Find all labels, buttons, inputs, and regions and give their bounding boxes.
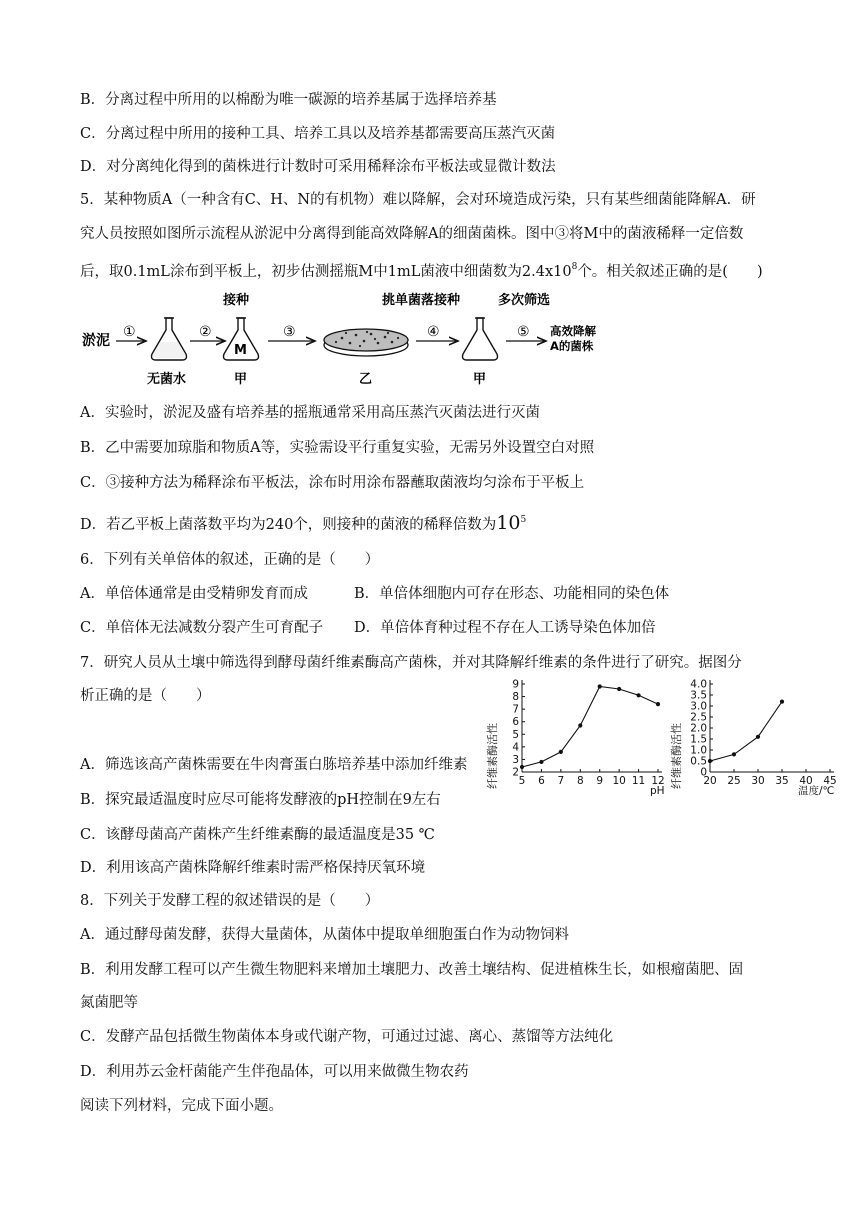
q5-stem-line3 xyxy=(80,257,763,282)
q8-option-a: A．通过酵母菌发酵，获得大量菌体，从菌体中提取单细胞蛋白作为动物饲料 xyxy=(80,927,569,943)
step-5-label: ⑤ xyxy=(517,324,530,340)
pick-colony-label: 挑单菌落接种 xyxy=(382,293,461,308)
q7-stem-line1: 7．研究人员从土壤中筛选得到酵母菌纤维素酶高产菌株，并对其降解纤维素的条件进行了研究。据图分 xyxy=(80,655,742,671)
temp-chart-y-tick-label: 2.0 xyxy=(690,722,707,735)
inoculate-label: 接种 xyxy=(223,293,250,308)
flow-start-label: 淤泥 xyxy=(82,333,110,349)
temp-chart-ylabel: 纤维素酶活性 xyxy=(670,723,683,789)
q7-option-a: A．筛选该高产菌株需要在牛肉膏蛋白胨培养基中添加纤维素 xyxy=(80,757,468,773)
result-line2: A的菌株 xyxy=(550,339,594,353)
ph-chart-y-tick-label: 9 xyxy=(512,678,519,691)
temp-chart-y-tick-label: 2.5 xyxy=(690,711,707,724)
temp-chart-y-tick-label: 0 xyxy=(700,766,707,779)
flask2-inner-label: M xyxy=(234,343,247,358)
q7-option-b: B．探究最适温度时应尽可能将发酵液的pH控制在9左右 xyxy=(80,792,441,808)
q6-option-a: A．单倍体通常是由受精卵发育而成 xyxy=(80,586,308,602)
ph-chart-x-tick-label: 12 xyxy=(651,775,665,787)
ph-chart-y-tick-label: 8 xyxy=(512,691,519,704)
screen-label: 多次筛选 xyxy=(498,293,551,308)
temp-chart-x-tick-label: 20 xyxy=(703,775,717,787)
temp-chart-data-point xyxy=(708,759,712,763)
ph-chart-data-point xyxy=(636,693,640,697)
ph-chart-x-tick-label: 7 xyxy=(557,775,565,787)
ph-chart-y-tick-label: 4 xyxy=(512,741,519,754)
ph-chart-y-tick-label: 2 xyxy=(512,766,519,779)
temp-chart-y-tick-label: 0.5 xyxy=(690,755,707,768)
temp-chart-xlabel: 温度/℃ xyxy=(798,785,835,797)
ph-chart-data-point xyxy=(656,702,660,706)
ph-chart-y-tick-label: 5 xyxy=(512,728,519,741)
q6-option-c: C．单倍体无法减数分裂产生可育配子 xyxy=(80,620,324,636)
ph-chart-x-tick-label: 11 xyxy=(631,775,646,787)
temp-chart-y-tick-label: 3.0 xyxy=(690,700,707,713)
q7-stem-line2: 析正确的是（ ） xyxy=(80,688,211,704)
temp-chart-y-tick-label: 3.5 xyxy=(690,689,707,702)
flask-sterile-water xyxy=(152,318,187,360)
flask1-label: 无菌水 xyxy=(147,372,187,387)
step-3-label: ③ xyxy=(283,324,296,340)
flask3-label: 甲 xyxy=(473,372,487,387)
q5-stem-line1: 5．某种物质A（一种含有C、H、N的有机物）难以降解，会对环境造成污染，只有某些细菌能降解A．研 xyxy=(80,192,756,208)
q5-option-d-text: D．若乙平板上菌落数平均为240个，则接种的菌液的稀释倍数为 xyxy=(80,517,497,533)
step-2-label: ② xyxy=(199,324,212,340)
temp-chart-x-tick-label: 40 xyxy=(799,775,813,787)
q5-stem-line2: 究人员按照如图所示流程从淤泥中分离得到能高效降解A的细菌菌株。图中③将M中的菌液稀释一定倍数 xyxy=(80,226,744,242)
ph-chart-ylabel: 纤维素酶活性 xyxy=(486,723,499,789)
ph-chart-x-tick-label: 10 xyxy=(612,775,626,787)
q5-flow-diagram xyxy=(80,288,600,388)
temp-chart-data-point xyxy=(780,700,784,704)
q5-stem-end: 个。相关叙述正确的是( ) xyxy=(577,264,763,280)
ph-chart-data-point xyxy=(598,684,602,688)
q6-option-d: D．单倍体育种过程不存在人工诱导染色体加倍 xyxy=(354,620,656,636)
q5-exponent: 8 xyxy=(571,262,578,272)
q8-option-c: C．发酵产品包括微生物菌体本身或代谢产物，可通过过滤、离心、蒸馏等方法纯化 xyxy=(80,1029,614,1045)
ph-chart-x-tick-label: 6 xyxy=(538,775,545,787)
petri-plate xyxy=(324,329,408,356)
ph-chart-y-tick-label: 7 xyxy=(512,703,519,716)
step-4-label: ④ xyxy=(427,324,440,340)
q4-option-b: B．分离过程中所用的以棉酚为唯一碳源的培养基属于选择培养基 xyxy=(80,92,497,108)
temp-chart-data-point xyxy=(732,752,736,756)
flask2-label: 甲 xyxy=(234,372,248,387)
q8-stem: 8．下列关于发酵工程的叙述错误的是（ ） xyxy=(80,893,380,909)
q8-option-b-line1: B．利用发酵工程可以产生微生物肥料来增加土壤肥力、改善土壤结构、促进植株生长，如根瘤菌肥、固 xyxy=(80,962,744,978)
q5-option-d xyxy=(80,510,526,535)
q5-option-b: B．乙中需要加琼脂和物质A等，实验需设平行重复实验，无需另外设置空白对照 xyxy=(80,440,595,456)
ph-chart-data-point xyxy=(539,760,543,764)
temp-chart-y-tick-label: 4.0 xyxy=(690,678,707,691)
q5-option-c: C．③接种方法为稀释涂布平板法，涂布时用涂布器蘸取菌液均匀涂布于平板上 xyxy=(80,475,585,491)
temp-chart-series-line xyxy=(710,702,782,761)
step-1-label: ① xyxy=(123,324,136,340)
q7-option-d: D．利用该高产菌株降解纤维素时需严格保持厌氧环境 xyxy=(80,860,426,876)
temp-chart-x-tick-label: 30 xyxy=(751,775,765,787)
q4-option-d: D．对分离纯化得到的菌株进行计数时可采用稀释涂布平板法或显微计数法 xyxy=(80,159,556,175)
temp-chart-x-tick-label: 45 xyxy=(823,775,837,787)
ph-chart-data-point xyxy=(520,765,524,769)
ph-chart-xlabel: pH xyxy=(650,785,665,797)
q5-option-d-exp: 5 xyxy=(520,515,527,525)
q6-stem: 6．下列有关单倍体的叙述，正确的是（ ） xyxy=(80,552,380,568)
q5-option-a: A．实验时，淤泥及盛有培养基的摇瓶通常采用高压蒸汽灭菌法进行灭菌 xyxy=(80,405,540,421)
q8-option-b-line2: 氮菌肥等 xyxy=(80,995,138,1011)
q4-option-c: C．分离过程中所用的接种工具、培养工具以及培养基都需要高压蒸汽灭菌 xyxy=(80,126,556,142)
flask-final xyxy=(463,318,498,360)
temp-chart-y-tick-label: 1.5 xyxy=(690,733,707,746)
ph-chart-series-line xyxy=(522,687,658,768)
q7-option-c: C．该酵母菌高产菌株产生纤维素酶的最适温度是35 ℃ xyxy=(80,827,435,843)
q5-stem-text: 后，取0.1mL涂布到平板上，初步估测摇瓶M中1mL菌液中细菌数为2.4x10 xyxy=(80,264,572,280)
ph-chart-data-point xyxy=(578,723,582,727)
ph-chart-y-tick-label: 3 xyxy=(512,753,519,766)
q8-option-d: D．利用苏云金杆菌能产生伴孢晶体，可以用来做微生物农药 xyxy=(80,1064,469,1080)
ph-chart-x-tick-label: 8 xyxy=(576,775,584,787)
ph-chart-y-tick-label: 6 xyxy=(512,716,519,729)
q6-option-b: B．单倍体细胞内可存在形态、功能相同的染色体 xyxy=(354,586,670,602)
result-line1: 高效降解 xyxy=(550,324,596,338)
q5-option-d-base: 10 xyxy=(496,512,521,534)
temp-chart-x-tick-label: 35 xyxy=(775,775,789,787)
temperature-activity-chart xyxy=(666,676,860,798)
ph-chart-x-tick-label: 9 xyxy=(596,775,604,787)
temp-chart-y-tick-label: 1.0 xyxy=(690,744,707,757)
ph-chart-data-point xyxy=(559,750,563,754)
reading-instruction: 阅读下列材料，完成下面小题。 xyxy=(80,1098,283,1114)
plate-label: 乙 xyxy=(359,372,373,387)
ph-chart-x-tick-label: 5 xyxy=(518,775,526,787)
ph-activity-chart xyxy=(482,676,672,798)
temp-chart-x-tick-label: 25 xyxy=(727,775,741,787)
ph-chart-data-point xyxy=(617,687,621,691)
temp-chart-data-point xyxy=(756,735,760,739)
